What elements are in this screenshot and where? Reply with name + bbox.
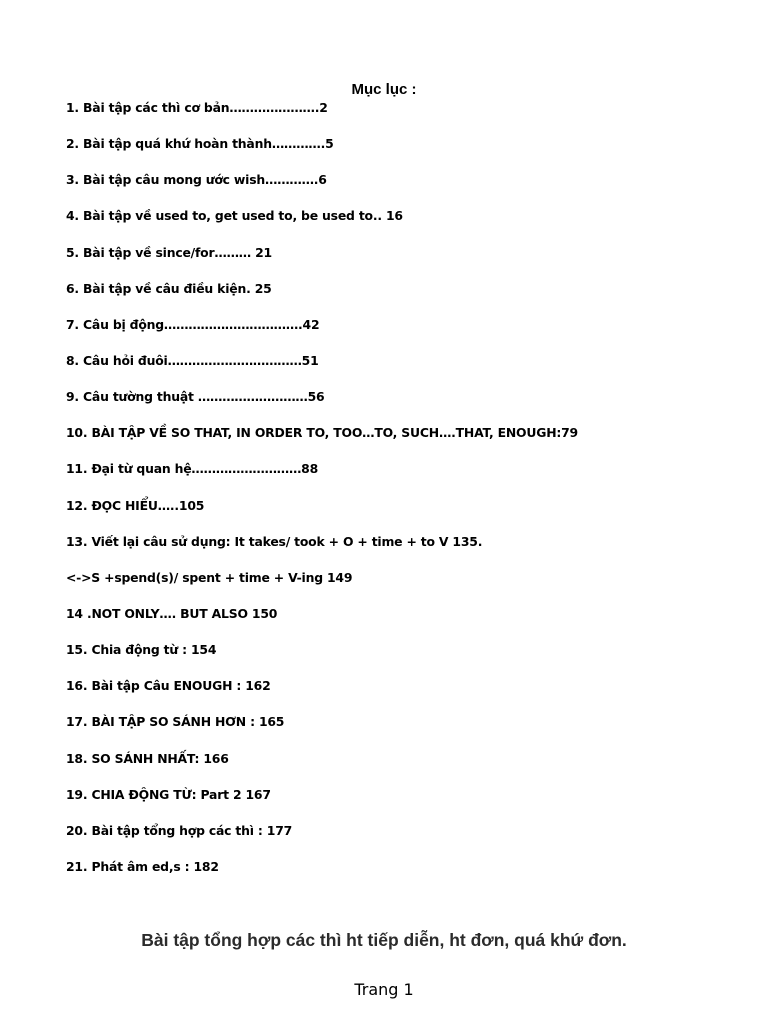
toc-item: 8. Câu hỏi đuôi……………………………51 — [66, 352, 319, 368]
toc-item: 9. Câu tường thuật ………………………56 — [66, 389, 325, 405]
toc-item: 12. ĐỌC HIỂU…..105 — [66, 497, 205, 513]
toc-item: 14 .NOT ONLY…. BUT ALSO 150 — [66, 605, 278, 621]
toc-item: 3. Bài tập câu mong ước wish………….6 — [66, 172, 327, 188]
toc-item: 10. BÀI TẬP VỀ SO THAT, IN ORDER TO, TOO…TO, SUCH….THAT, ENOUGH:79 — [66, 425, 578, 441]
toc-item: 13. Viết lại câu sử dụng: It takes/ took + O + time + to V 135. — [66, 533, 483, 549]
toc-item: 20. Bài tập tổng hợp các thì : 177 — [66, 822, 293, 838]
toc-item: 4. Bài tập về used to, get used to, be used to.. 16 — [66, 208, 403, 224]
toc-item: <->S +spend(s)/ spent + time + V-ing 149 — [66, 569, 353, 585]
toc-item: 18. SO SÁNH NHẤT: 166 — [66, 750, 229, 766]
toc-item: 17. BÀI TẬP SO SÁNH HƠN : 165 — [66, 714, 285, 730]
toc-item: 21. Phát âm ed,s : 182 — [66, 858, 219, 874]
toc-item: 15. Chia động từ : 154 — [66, 642, 217, 658]
toc-item: 5. Bài tập về since/for……… 21 — [66, 244, 272, 260]
toc-item: 19. CHIA ĐỘNG TỪ: Part 2 167 — [66, 786, 271, 802]
toc-item: 1. Bài tập các thì cơ bản………………….2 — [66, 100, 328, 115]
toc-item: 2. Bài tập quá khứ hoàn thành………….5 — [66, 136, 334, 152]
toc-item: 6. Bài tập về câu điều kiện. 25 — [66, 280, 272, 296]
toc-item: 7. Câu bị động…………………………….42 — [66, 316, 320, 332]
page-number-footer: Trang 1 — [354, 980, 414, 999]
toc-title: Mục lục : — [351, 81, 417, 98]
toc-list — [66, 98, 746, 893]
section-heading: Bài tập tổng hợp các thì ht tiếp diễn, ht đơn, quá khứ đơn. — [141, 930, 627, 950]
toc-item: 11. Đại từ quan hệ………………………88 — [66, 461, 318, 477]
toc-item: 16. Bài tập Câu ENOUGH : 162 — [66, 678, 271, 694]
